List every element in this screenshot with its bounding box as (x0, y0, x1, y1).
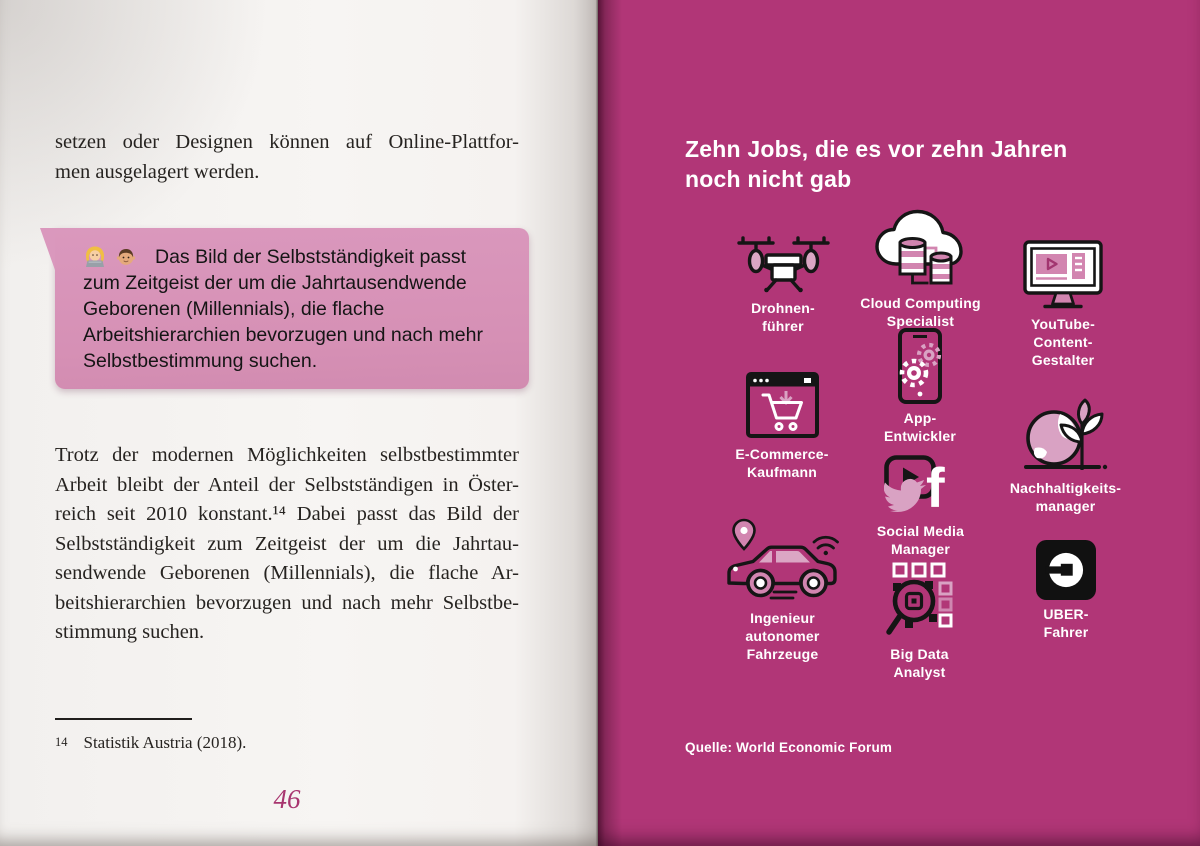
job-label: Drohnen- führer (751, 300, 815, 334)
svg-text:f: f (925, 456, 945, 517)
page-number: 46 (273, 784, 301, 814)
autonomous-car-icon (722, 518, 844, 604)
job-label: Cloud Computing Specialist (860, 295, 981, 329)
job-label: YouTube- Content- Gestalter (1030, 316, 1096, 368)
qr-magnifier-icon (885, 562, 955, 640)
bubble-tail-shape (40, 228, 55, 270)
page-title: Zehn Jobs, die es vor zehn Jahren noch nicht gab (685, 136, 1068, 192)
bubble-text: zum Zeitgeist der um die Jahrtausendwende Geborenen (Millennials), die flache Arbeitshierarchien bevorzugen und nach mehr Selbstbestimmung suchen. (83, 272, 483, 372)
job-label: Nachhaltigkeits- manager (1009, 480, 1122, 514)
body-paragraph: Trotz der modernen Möglichkeiten selbstbestimmter Arbeit bleibt der Anteil der Selbstständigen in Öster- reich seit 2010 konstant.¹⁴ Dabei passt das Bild der Selbstständigkeit zum Zeitgeist der um die Jahrtau- sendwende Geborenen (Millennials), die flache Ar- beitshierarchien bevorzugen und nach mehr Selbstbe- stimmung suchen. (55, 444, 519, 643)
job-item (1003, 240, 1123, 369)
cloud-database-icon (873, 207, 968, 289)
job-item (715, 518, 850, 663)
job-item (723, 236, 843, 335)
job-label: Big Data Analyst (890, 646, 949, 680)
uber-icon (1036, 540, 1096, 600)
social-media-icon (884, 455, 958, 517)
intro-paragraph: setzen oder Designen können auf Online-Plattfor- men ausgelagert werden. (55, 131, 519, 183)
footnote-divider (55, 718, 192, 720)
quote-bubble (55, 228, 529, 389)
job-item (1006, 540, 1126, 641)
job-item (858, 207, 983, 330)
browser-cart-icon (746, 372, 819, 440)
job-item (865, 328, 975, 445)
globe-plant-icon (1023, 398, 1108, 474)
boy-emoji-icon (115, 246, 137, 268)
bubble-text-first-line: Das Bild der Selbstständigkeit passt (155, 245, 467, 268)
job-item (722, 372, 842, 481)
job-label: Social Media Manager (876, 523, 965, 557)
footnote (55, 733, 246, 753)
footnote-text: Statistik Austria (2018). (83, 733, 247, 752)
left-page (0, 0, 598, 846)
job-item (862, 562, 977, 681)
smartphone-gears-icon (893, 328, 947, 404)
job-label: E-Commerce- Kaufmann (735, 446, 829, 480)
job-label: Ingenieur autonomer Fahrzeuge (745, 610, 820, 662)
source-credit: Quelle: World Economic Forum (685, 740, 893, 755)
right-page (598, 0, 1200, 846)
job-label: UBER- Fahrer (1043, 606, 1089, 640)
job-item (863, 455, 978, 558)
job-label: App- Entwickler (883, 410, 957, 444)
footnote-marker: 14 (55, 734, 68, 749)
drone-icon (736, 236, 831, 294)
woman-technologist-emoji-icon (83, 245, 107, 269)
bubble-first-line (83, 243, 507, 270)
monitor-video-icon (1023, 240, 1103, 310)
job-item (1003, 398, 1128, 515)
